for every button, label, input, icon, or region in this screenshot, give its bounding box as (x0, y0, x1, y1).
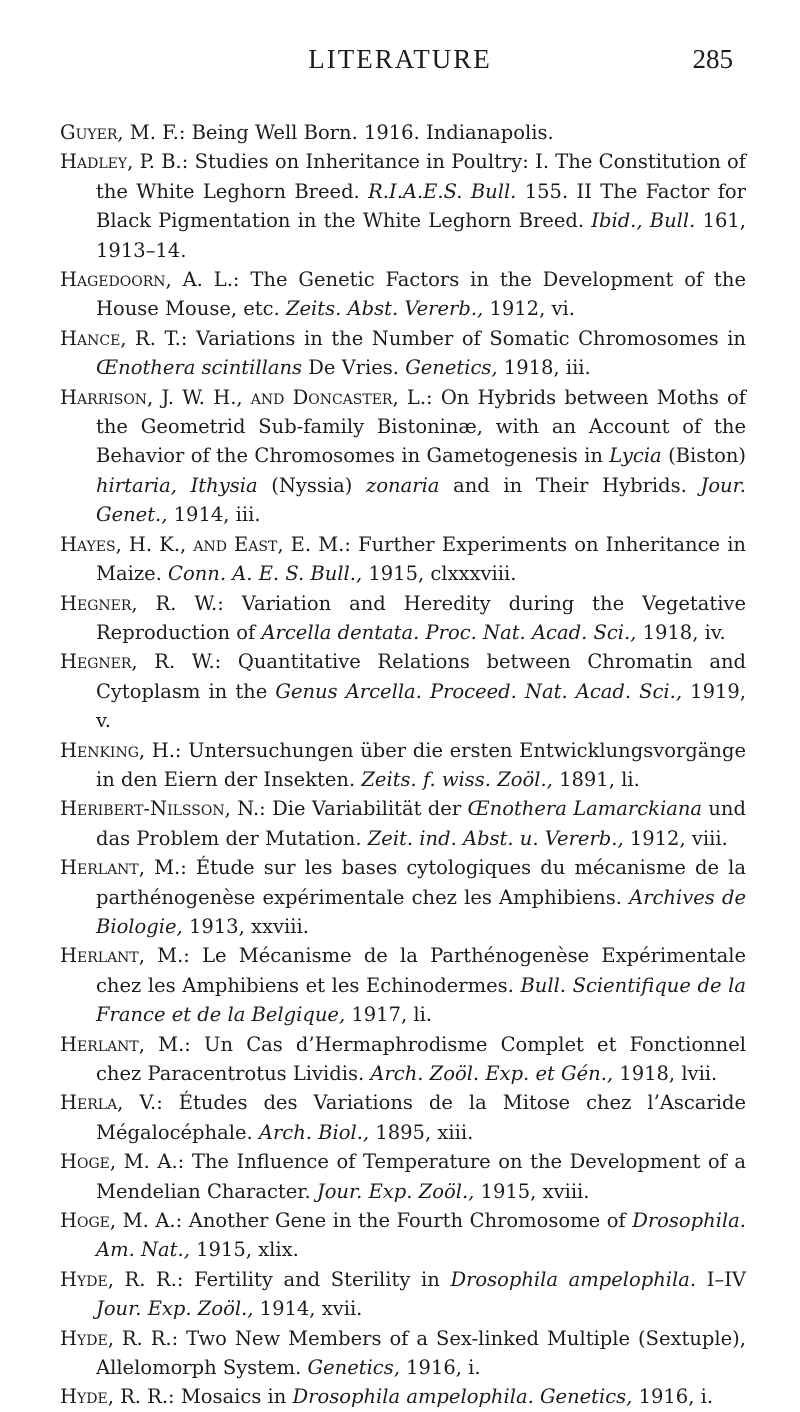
entry-author: Hyde, R. R.: (60, 1385, 175, 1409)
entry-italic-text: hirtaria, Ithysia (96, 473, 258, 497)
entry-text: 1914, iii. (167, 503, 261, 527)
entry-text: Mosaics in (174, 1385, 293, 1409)
entry-italic-text: Arch. Biol., (258, 1120, 370, 1144)
entry-text: 161, 1913–14. (96, 209, 747, 262)
entry-author: Hadley, P. B.: (60, 150, 189, 174)
entry-italic-text: Bull. Scientifique de la France et de la Belgique, (96, 973, 746, 1027)
entry-text: Variations in the Number of Somatic Chromosomes in (187, 326, 746, 350)
entry-italic-text: Drosophila ampelophila. Genetics, (292, 1385, 633, 1409)
entry-author: Hegner, R. W.: (60, 591, 224, 615)
entry-italic-text: Zeit. ind. Abst. u. Vererb., (367, 826, 624, 850)
entry-text: 1895, xiii. (369, 1120, 474, 1144)
bibliography-entry (60, 530, 746, 589)
entry-text: Two New Members of a Sex-linked Multiple (Sextuple), Allelomorph System. (96, 1326, 746, 1380)
entry-text: und das Problem der Mutation. (96, 797, 746, 850)
entry-author: Herlant, M.: (60, 1032, 191, 1056)
entry-text: (Biston) (661, 444, 746, 468)
bibliography-entry (60, 794, 746, 853)
entry-text: 1915, clxxxviii. (362, 562, 517, 586)
entry-author: Hoge, M. A.: (60, 1150, 185, 1174)
entry-italic-text: Jour. Exp. Zoöl., (96, 1297, 254, 1321)
entry-text: Studies on Inheritance in Poultry: I. The Constitution of the White Leghorn Breed. (96, 150, 746, 203)
entry-author: Harrison, J. W. H., and Doncaster, L.: (60, 385, 433, 409)
entry-text: 1916, i. (399, 1356, 481, 1380)
entry-text: 1917, li. (345, 1003, 433, 1027)
chapter-title: LITERATURE (308, 44, 492, 74)
entry-text: 1919, v. (96, 679, 746, 733)
entry-italic-text: Genetics, (405, 356, 498, 380)
entry-author: Hance, R. T.: (60, 326, 188, 350)
entry-author: Herla, V.: (60, 1091, 163, 1115)
bibliography-entry (60, 1088, 746, 1147)
entry-text: Un Cas d’Hermaphrodisme Complet et Fonctionnel chez Paracentrotus Lividis. (96, 1032, 746, 1085)
entry-italic-text: Archives de Biologie, (96, 885, 746, 938)
bibliography-entry (60, 941, 746, 1029)
entry-italic-text: Conn. A. E. S. Bull., (168, 562, 363, 586)
entry-author: Hayes, H. K., and East, E. M.: (60, 532, 351, 556)
entry-text: 1914, xvii. (253, 1297, 363, 1321)
entry-text: 1918, iv. (636, 620, 726, 644)
entry-text: 1915, xlix. (189, 1238, 299, 1262)
entry-italic-text: Genetics, (307, 1356, 400, 1380)
entry-italic-text: Œnothera Lamarckiana (467, 797, 703, 821)
entry-author: Hyde, R. R.: (60, 1326, 179, 1350)
entry-author: Hagedoorn, A. L.: (60, 268, 240, 292)
entry-text: De Vries. (302, 356, 406, 380)
entry-text: Being Well Born. 1916. Indianapolis. (185, 121, 554, 144)
bibliography-entry (60, 647, 746, 735)
entry-text: Another Gene in the Fourth Chromosome of (182, 1209, 633, 1233)
bibliography-entry (60, 853, 746, 941)
entry-author: Heribert-Nilsson, N.: (60, 797, 266, 821)
entry-text: 1918, iii. (497, 356, 591, 380)
entry-author: Herlant, M.: (60, 944, 190, 968)
entry-text: The Genetic Factors in the Development of the House Mouse, etc. (96, 268, 746, 321)
entry-text: 155. II The Factor for Black Pigmentation in the White Leghorn Breed. (96, 179, 746, 233)
entry-text: 1915, xviii. (474, 1179, 590, 1203)
bibliography-list (60, 118, 746, 1412)
bibliography-entry (60, 147, 746, 265)
entry-text: I–IV (696, 1267, 746, 1291)
entry-italic-text: Jour. Exp. Zoöl., (316, 1179, 475, 1203)
entry-italic-text: Genus Arcella. Proceed. Nat. Acad. Sci., (275, 679, 683, 703)
entry-italic-text: Zeits. Abst. Vererb., (285, 297, 484, 321)
entry-author: Hoge, M. A.: (60, 1209, 183, 1233)
entry-text: On Hybrids between Moths of the Geometrid Sub-family Bistoninæ, with an Account of the Behavior of the Chromosomes in Gametogenesis in (96, 385, 746, 468)
entry-text: 1913, xxviii. (182, 914, 309, 938)
entry-text: The Influence of Temperature on the Development of a Mendelian Character. (96, 1150, 747, 1203)
bibliography-entry (60, 1030, 746, 1089)
entry-text: and in Their Hybrids. (439, 473, 701, 497)
entry-italic-text: Œnothera scintillans (96, 356, 303, 380)
bibliography-entry (60, 265, 746, 324)
bibliography-entry (60, 324, 746, 383)
entry-italic-text: R.I.A.E.S. Bull. (368, 179, 517, 203)
bibliography-entry (60, 736, 746, 795)
entry-text: Le Mécanisme de la Parthénogenèse Expérimentale chez les Amphibiens et les Echinodermes. (96, 944, 746, 997)
entry-italic-text: Drosophila ampelophila. (450, 1267, 697, 1291)
entry-text: 1918, lvii. (613, 1062, 718, 1085)
entry-author: Henking, H.: (60, 738, 182, 762)
page-number: 285 (692, 44, 733, 74)
entry-author: Herlant, M.: (60, 856, 187, 880)
entry-text: Fertility and Sterility in (183, 1267, 451, 1291)
bibliography-entry (60, 1382, 746, 1411)
entry-author: Hyde, R. R.: (60, 1267, 184, 1291)
entry-text: 1891, li. (552, 767, 640, 791)
entry-italic-text: Jour. Genet., (96, 473, 746, 527)
entry-italic-text: Zeits. f. wiss. Zoöl., (361, 767, 553, 791)
entry-text: 1912, vi. (483, 297, 575, 321)
bibliography-entry (60, 589, 746, 648)
entry-text: Quantitative Relations between Chromatin and Cytoplasm in the (96, 650, 746, 703)
entry-author: Hegner, R. W.: (60, 650, 222, 674)
entry-italic-text: Arcella dentata. Proc. Nat. Acad. Sci., (261, 620, 637, 644)
entry-text: Étude sur les bases cytologiques du mécanisme de la parthénogenèse expérimentale chez les Amphibiens. (96, 856, 746, 909)
entry-italic-text: Arch. Zoöl. Exp. et Gén., (370, 1062, 614, 1085)
bibliography-entry (60, 118, 746, 147)
entry-text: Die Variabilität der (265, 797, 468, 821)
entry-author: Guyer, M. F.: (60, 121, 186, 144)
entry-text: 1916, i. (632, 1385, 714, 1409)
bibliography-entry (60, 383, 746, 530)
bibliography-entry (60, 1324, 746, 1383)
running-head (0, 44, 800, 84)
entry-italic-text: Drosophila. Am. Nat., (96, 1209, 746, 1262)
entry-italic-text: zonaria (366, 473, 440, 497)
entry-italic-text: Lycia (609, 444, 662, 468)
entry-text: (Nyssia) (257, 473, 367, 497)
entry-text: Études des Variations de la Mitose chez l’Ascaride Mégalocéphale. (96, 1091, 747, 1144)
bibliography-entry (60, 1206, 746, 1265)
entry-text: Further Experiments on Inheritance in Maize. (96, 532, 746, 586)
entry-text: Variation and Heredity during the Vegetative Reproduction of (96, 591, 746, 644)
entry-italic-text: Ibid., Bull. (591, 209, 696, 233)
entry-text: 1912, viii. (623, 826, 728, 850)
bibliography-entry (60, 1147, 746, 1206)
entry-text: Untersuchungen über die ersten Entwicklungsvorgänge in den Eiern der Insekten. (96, 738, 746, 791)
